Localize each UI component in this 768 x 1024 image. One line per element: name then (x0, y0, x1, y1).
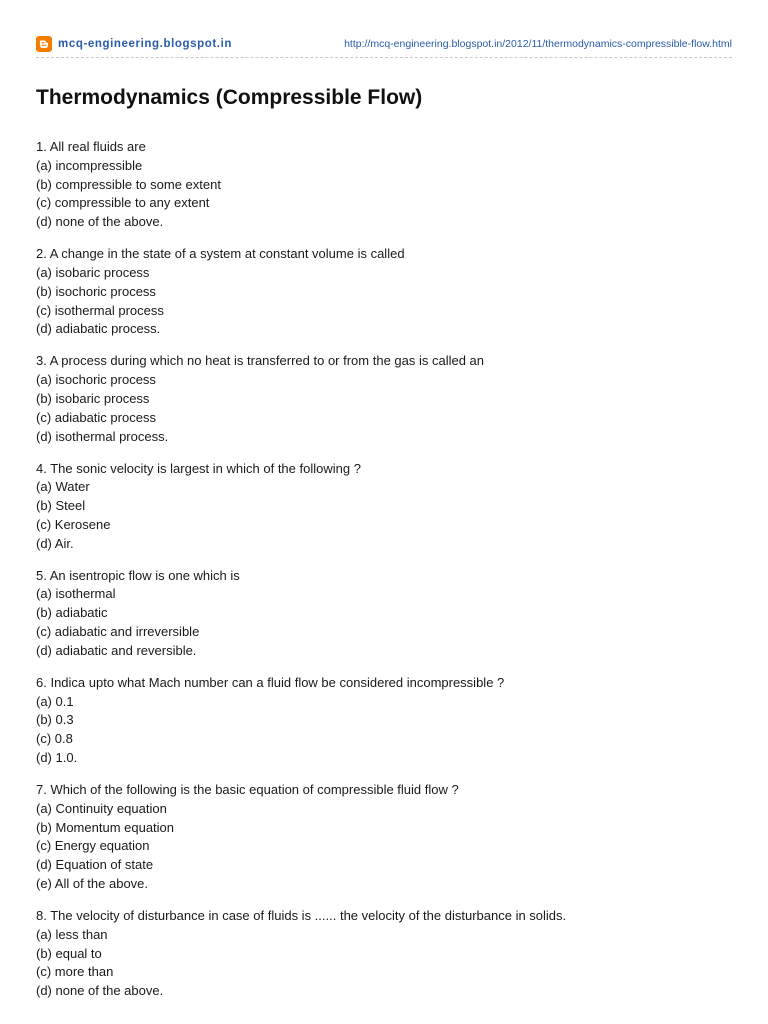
question-text: 3. A process during which no heat is transferred to or from the gas is called an (36, 353, 485, 369)
question-text: 6. Indica upto what Mach number can a fluid flow be considered incompressible ? (36, 674, 505, 690)
question-text: 4. The sonic velocity is largest in which of the following ? (36, 460, 361, 476)
page-url-link[interactable]: http://mcq-engineering.blogspot.in/2012/11/thermodynamics-compressible-flow.html (344, 38, 732, 50)
answer-option: (c) Energy equation (36, 838, 150, 854)
answer-option: (c) compressible to any extent (36, 195, 210, 211)
question-text: 8. The velocity of disturbance in case of fluids is ...... the velocity of the disturbance in solids. (36, 908, 567, 923)
question-text: 1. All real fluids are (36, 139, 146, 154)
answer-option: (d) Air. (36, 535, 74, 551)
site-name-link[interactable]: mcq-engineering.blogspot.in (58, 38, 233, 50)
question-text: 5. An isentropic flow is one which is (36, 567, 240, 583)
answer-option: (c) 0.8 (36, 731, 73, 747)
answer-option: (c) isothermal process (36, 302, 164, 318)
answer-option: (b) Momentum equation (36, 819, 175, 835)
question-7 (36, 781, 736, 894)
question-1 (36, 138, 736, 232)
answer-option: (d) none of the above. (36, 214, 164, 230)
question-5 (36, 567, 736, 661)
question-6 (36, 674, 736, 768)
answer-option: (d) 1.0. (36, 750, 78, 766)
blogger-icon (36, 36, 52, 52)
answer-option: (a) isothermal (36, 586, 116, 602)
answer-option: (c) adiabatic and irreversible (36, 624, 200, 640)
question-2 (36, 245, 736, 339)
answer-option: (d) Equation of state (36, 857, 154, 873)
answer-option: (a) isobaric process (36, 264, 150, 280)
answer-option: (a) less than (36, 926, 108, 942)
answer-option: (d) adiabatic and reversible. (36, 642, 197, 658)
answer-option: (b) Steel (36, 498, 86, 514)
answer-option: (e) All of the above. (36, 876, 149, 892)
answer-option: (b) compressible to some extent (36, 176, 221, 192)
question-text: 2. A change in the state of a system at constant volume is called (36, 246, 405, 262)
answer-option: (a) Water (36, 479, 90, 495)
answer-option: (d) isothermal process. (36, 428, 169, 444)
answer-option: (c) more than (36, 964, 114, 980)
question-list (36, 138, 736, 1014)
answer-option: (a) 0.1 (36, 693, 74, 709)
answer-option: (d) none of the above. (36, 983, 164, 999)
answer-option: (d) adiabatic process. (36, 321, 161, 337)
answer-option: (b) isobaric process (36, 390, 150, 406)
answer-option: (b) isochoric process (36, 283, 156, 299)
answer-option: (b) adiabatic (36, 605, 108, 621)
question-text: 7. Which of the following is the basic equation of compressible fluid flow ? (36, 782, 459, 798)
question-4 (36, 460, 736, 554)
page-title: Thermodynamics (Compressible Flow) (36, 86, 423, 109)
page-header (36, 34, 732, 54)
answer-option: (a) isochoric process (36, 372, 156, 388)
answer-option: (b) equal to (36, 945, 102, 961)
answer-option: (a) incompressible (36, 157, 143, 173)
answer-option: (c) Kerosene (36, 516, 111, 532)
question-3 (36, 352, 736, 446)
answer-option: (b) 0.3 (36, 712, 74, 728)
answer-option: (a) Continuity equation (36, 800, 167, 816)
question-8 (36, 907, 736, 1001)
answer-option: (c) adiabatic process (36, 409, 156, 425)
header-divider (36, 57, 732, 58)
